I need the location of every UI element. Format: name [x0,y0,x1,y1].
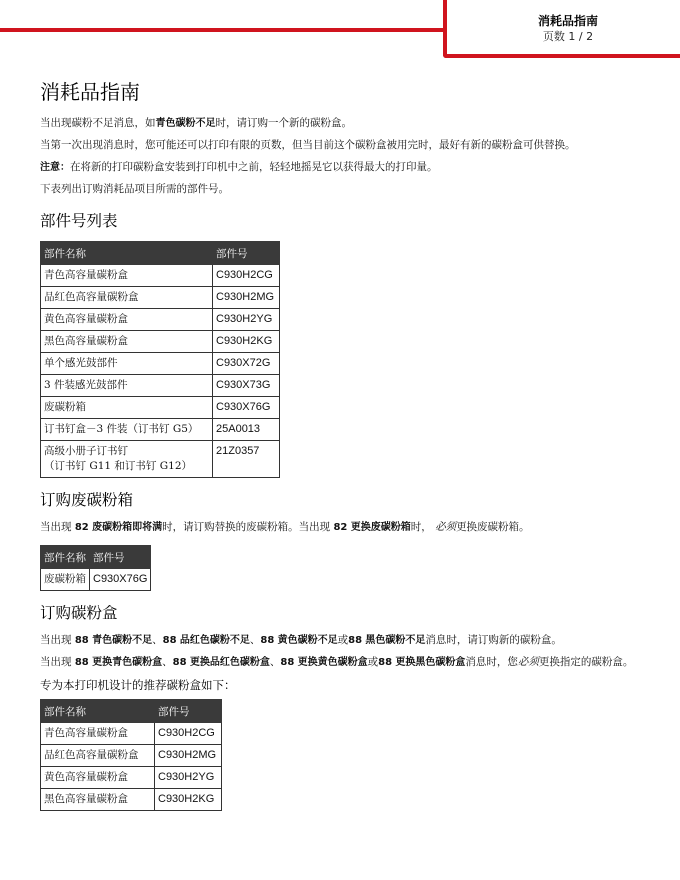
part-name [41,441,213,478]
table-row [41,353,280,375]
part-number: 21Z0357 [213,441,280,478]
message-black-low: 黑色碳粉不足 [365,635,426,646]
text: 消息时，请订购新的碳粉盒。 [425,634,562,646]
table-row [41,287,280,309]
part-name: 黄色高容量碳粉盒 [41,767,155,789]
message-code: 88 [74,657,89,668]
message-replace-yellow: 更换黄色碳粉盒 [297,657,368,668]
part-number: C930H2YG [155,767,222,789]
message-code: 88 [378,657,393,668]
recommended-cartridges-heading: 专为本打印机设计的推荐碳粉盒如下： [40,678,236,692]
table-row [41,397,280,419]
parts-table [40,241,280,478]
part-number: C930H2KG [213,331,280,353]
part-name-line-1: 高级小册子订书钉 [44,445,128,457]
intro-paragraph-1 [40,116,655,131]
part-number: C930X72G [213,353,280,375]
part-number: C930X76G [90,569,151,591]
message-code: 88 [348,635,363,646]
text: 时， [410,521,432,533]
header-box [443,0,680,58]
waste-table [40,545,151,591]
emphasis-must: 必须 [435,521,457,533]
column-header-number: 部件号 [155,700,222,723]
column-header-number: 部件号 [90,546,151,569]
table-row [41,745,222,767]
table-row [41,441,280,478]
table-row [41,375,280,397]
part-name: 订书钉盒－3 件装（订书钉 G5） [41,419,213,441]
column-header-name: 部件名称 [41,546,90,569]
note-label: 注意： [40,162,70,173]
part-name: 品红色高容量碳粉盒 [41,287,213,309]
message-nearly-full: 废碳粉箱即将满 [92,522,163,533]
message-code: 88 [74,635,89,646]
table-header-row [41,242,280,265]
message-code: 88 [172,657,187,668]
message-replace: 更换废碳粉箱 [350,522,411,533]
intro-text: 时，请订购一个新的碳粉盒。 [215,117,352,129]
column-header-number: 部件号 [213,242,280,265]
column-header-name: 部件名称 [41,700,155,723]
separator: 、 [269,656,281,668]
toner-paragraph-2 [40,655,655,670]
message-yellow-low: 黄色碳粉不足 [277,635,338,646]
part-name: 黄色高容量碳粉盒 [41,309,213,331]
message-magenta-low: 品红色碳粉不足 [179,635,250,646]
message-cyan-low: 青色碳粉不足 [92,635,153,646]
message-replace-cyan: 更换青色碳粉盒 [92,657,163,668]
part-name: 废碳粉箱 [41,397,213,419]
part-number: C930X73G [213,375,280,397]
toner-heading: 订购碳粉盒 [40,604,118,622]
waste-paragraph [40,520,655,535]
message-code: 88 [280,657,295,668]
note-text: 在将新的打印碳粉盒安装到打印机中之前，轻轻地摇晃它以获得最大的打印量。 [70,161,438,173]
message-code: 82 [74,522,89,533]
part-number: C930H2KG [155,789,222,811]
table-row [41,309,280,331]
table-header-row [41,546,151,569]
table-row [41,723,222,745]
part-number: 25A0013 [213,419,280,441]
part-number: C930X76G [213,397,280,419]
toner-paragraph-1 [40,633,655,648]
message-replace-black: 更换黑色碳粉盒 [395,657,466,668]
part-name-line-2: （订书钉 G11 和订书钉 G12） [44,460,193,472]
part-number: C930H2MG [213,287,280,309]
waste-bottle-heading: 订购废碳粉箱 [40,491,134,509]
table-row [41,789,222,811]
separator: 、 [249,634,261,646]
emphasis-must: 必须 [517,656,539,668]
table-row [41,419,280,441]
part-number: C930H2MG [155,745,222,767]
text: 当出现 [40,634,75,646]
column-header-name: 部件名称 [41,242,213,265]
part-name: 单个感光鼓部件 [41,353,213,375]
text: 当出现 [40,656,75,668]
part-name: 青色高容量碳粉盒 [41,265,213,287]
text: 当出现 [40,521,75,533]
message-code: 88 [260,635,275,646]
table-row [41,331,280,353]
part-name: 黑色高容量碳粉盒 [41,789,155,811]
table-row [41,767,222,789]
part-name: 青色高容量碳粉盒 [41,723,155,745]
part-number: C930H2YG [213,309,280,331]
intro-text: 当出现碳粉不足消息，如 [40,117,156,129]
table-header-row [41,700,222,723]
part-number: C930H2CG [213,265,280,287]
table-row [41,265,280,287]
message-code: 82 [333,522,348,533]
document-body [40,78,655,823]
page-title: 消耗品指南 [40,80,140,104]
text: 时，请订购替换的废碳粉箱。当出现 [162,521,334,533]
text: 消息时，您 [465,656,518,668]
intro-message-cyan: 青色碳粉不足 [155,118,216,129]
part-name: 废碳粉箱 [41,569,90,591]
intro-paragraph-4: 下表列出订购消耗品项目所需的部件号。 [40,183,229,195]
toner-table [40,699,222,811]
part-name: 黑色高容量碳粉盒 [41,331,213,353]
text: 更换废碳粉箱。 [456,521,530,533]
message-code: 88 [162,635,177,646]
part-name: 品红色高容量碳粉盒 [41,745,155,767]
message-replace-magenta: 更换品红色碳粉盒 [189,657,270,668]
table-row [41,569,151,591]
header-red-line [0,28,447,32]
header-title: 消耗品指南 [537,14,598,28]
header-page-number: 页数 1 / 2 [542,30,594,43]
intro-paragraph-2: 当第一次出现消息时，您可能还可以打印有限的页数，但当目前这个碳粉盒被用完时，最好有新的碳粉盒可供替换。 [40,139,576,151]
note-paragraph [40,160,655,175]
separator: 、 [162,656,173,668]
parts-list-heading: 部件号列表 [40,212,118,230]
separator: 、 [152,634,163,646]
part-number: C930H2CG [155,723,222,745]
separator: 或 [367,656,379,668]
separator: 或 [337,634,349,646]
text: 更换指定的碳粉盒。 [538,656,634,668]
part-name: 3 件装感光鼓部件 [41,375,213,397]
